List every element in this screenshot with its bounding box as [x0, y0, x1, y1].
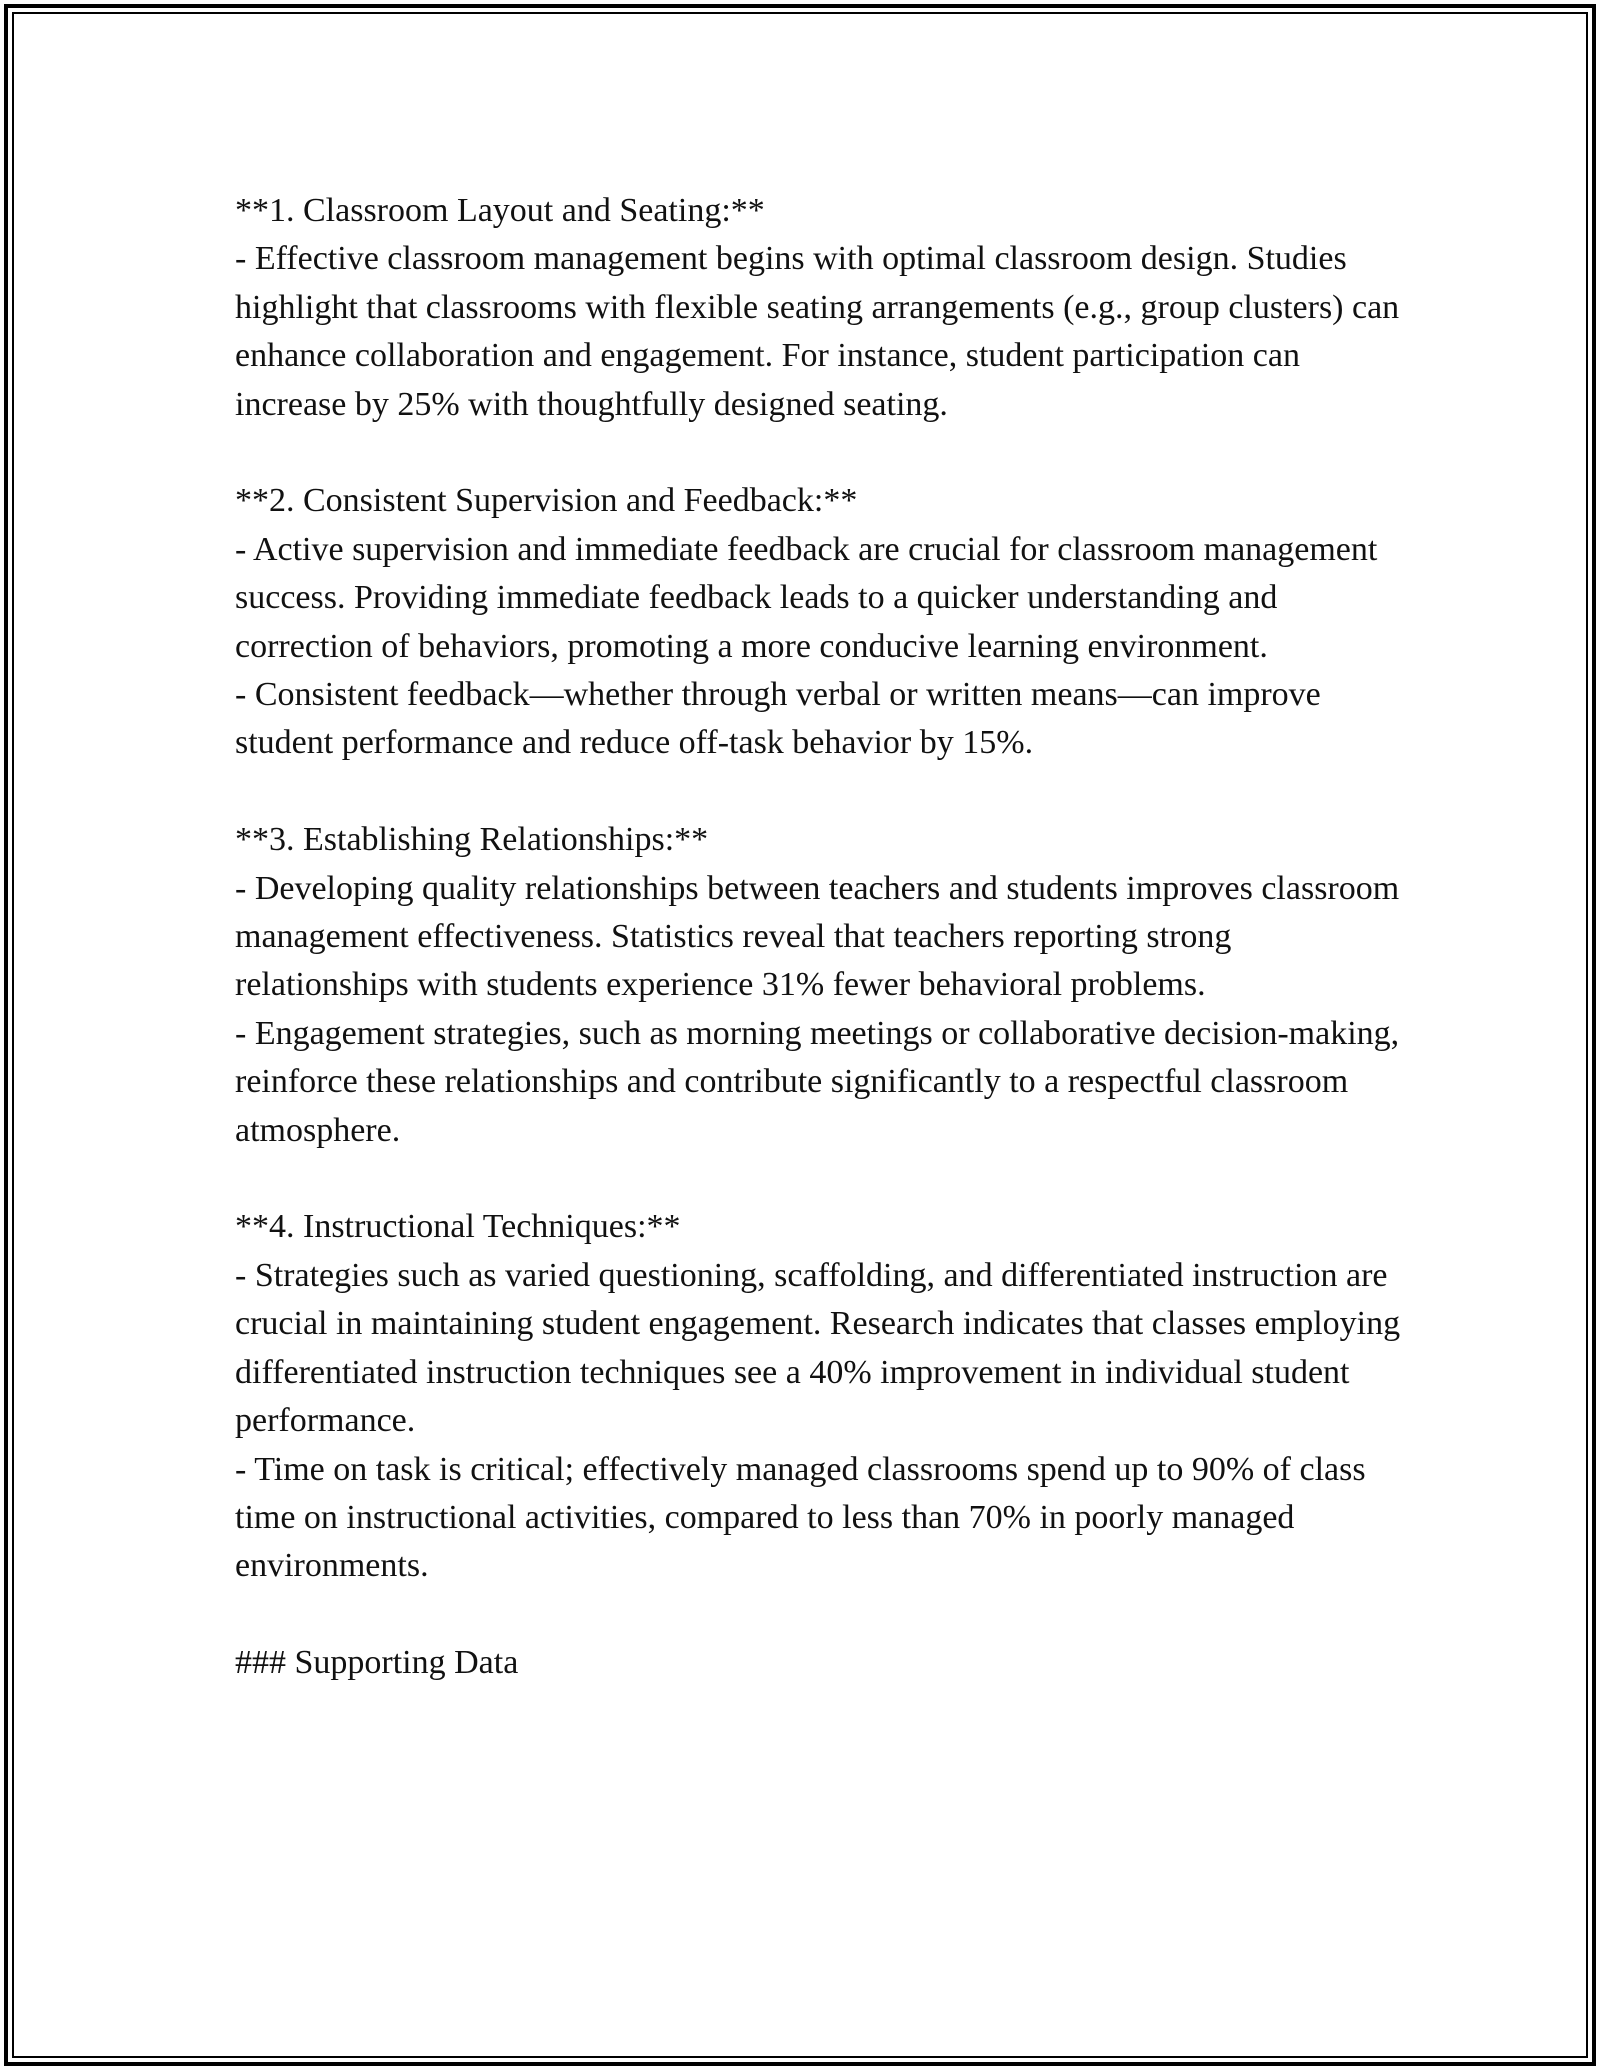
section-relationships — [235, 816, 1405, 1155]
section-heading: **3. Establishing Relationships:** — [235, 821, 709, 859]
section-bullet: - Active supervision and immediate feedback are crucial for classroom management success. Providing immediate feedback leads to a quicker understanding and correction of behaviors, promoting a more conducive learning environment. — [235, 530, 1378, 665]
section-bullet: - Engagement strategies, such as morning meetings or collaborative decision-making, reinforce these relationships and contribute significantly to a respectful classroom atmosphere. — [235, 1014, 1400, 1149]
section-bullet: - Time on task is critical; effectively managed classrooms spend up to 90% of class time on instructional activities, compared to less than 70% in poorly managed environments. — [235, 1450, 1366, 1585]
section-bullet: - Developing quality relationships between teachers and students improves classroom management effectiveness. Statistics reveal that teachers reporting strong relationships with students experience 31% fewer behavioral problems. — [235, 869, 1400, 1004]
section-bullet: - Effective classroom management begins with optimal classroom design. Studies highlight that classrooms with flexible seating arrangements (e.g., group clusters) can enhance collaboration and engagement. For instance, student participation can increase by 25% with thoughtfully designed seating. — [235, 240, 1400, 423]
document-body — [235, 187, 1405, 1688]
supporting-data-heading: ### Supporting Data — [235, 1644, 519, 1682]
section-bullet: - Consistent feedback—whether through verbal or written means—can improve student performance and reduce off-task behavior by 15%. — [235, 676, 1321, 762]
section-bullet: - Strategies such as varied questioning, scaffolding, and differentiated instruction are crucial in maintaining student engagement. Research indicates that classes employing differentiated instruction techniques see a 40% improvement in individual student performance. — [235, 1256, 1401, 1440]
section-heading: **2. Consistent Supervision and Feedback:** — [235, 482, 858, 520]
section-heading: **4. Instructional Techniques:** — [235, 1208, 681, 1246]
section-heading: **1. Classroom Layout and Seating:** — [235, 192, 765, 229]
section-supervision-feedback — [235, 477, 1405, 767]
section-classroom-layout — [235, 187, 1405, 429]
section-instructional-techniques — [235, 1203, 1405, 1590]
